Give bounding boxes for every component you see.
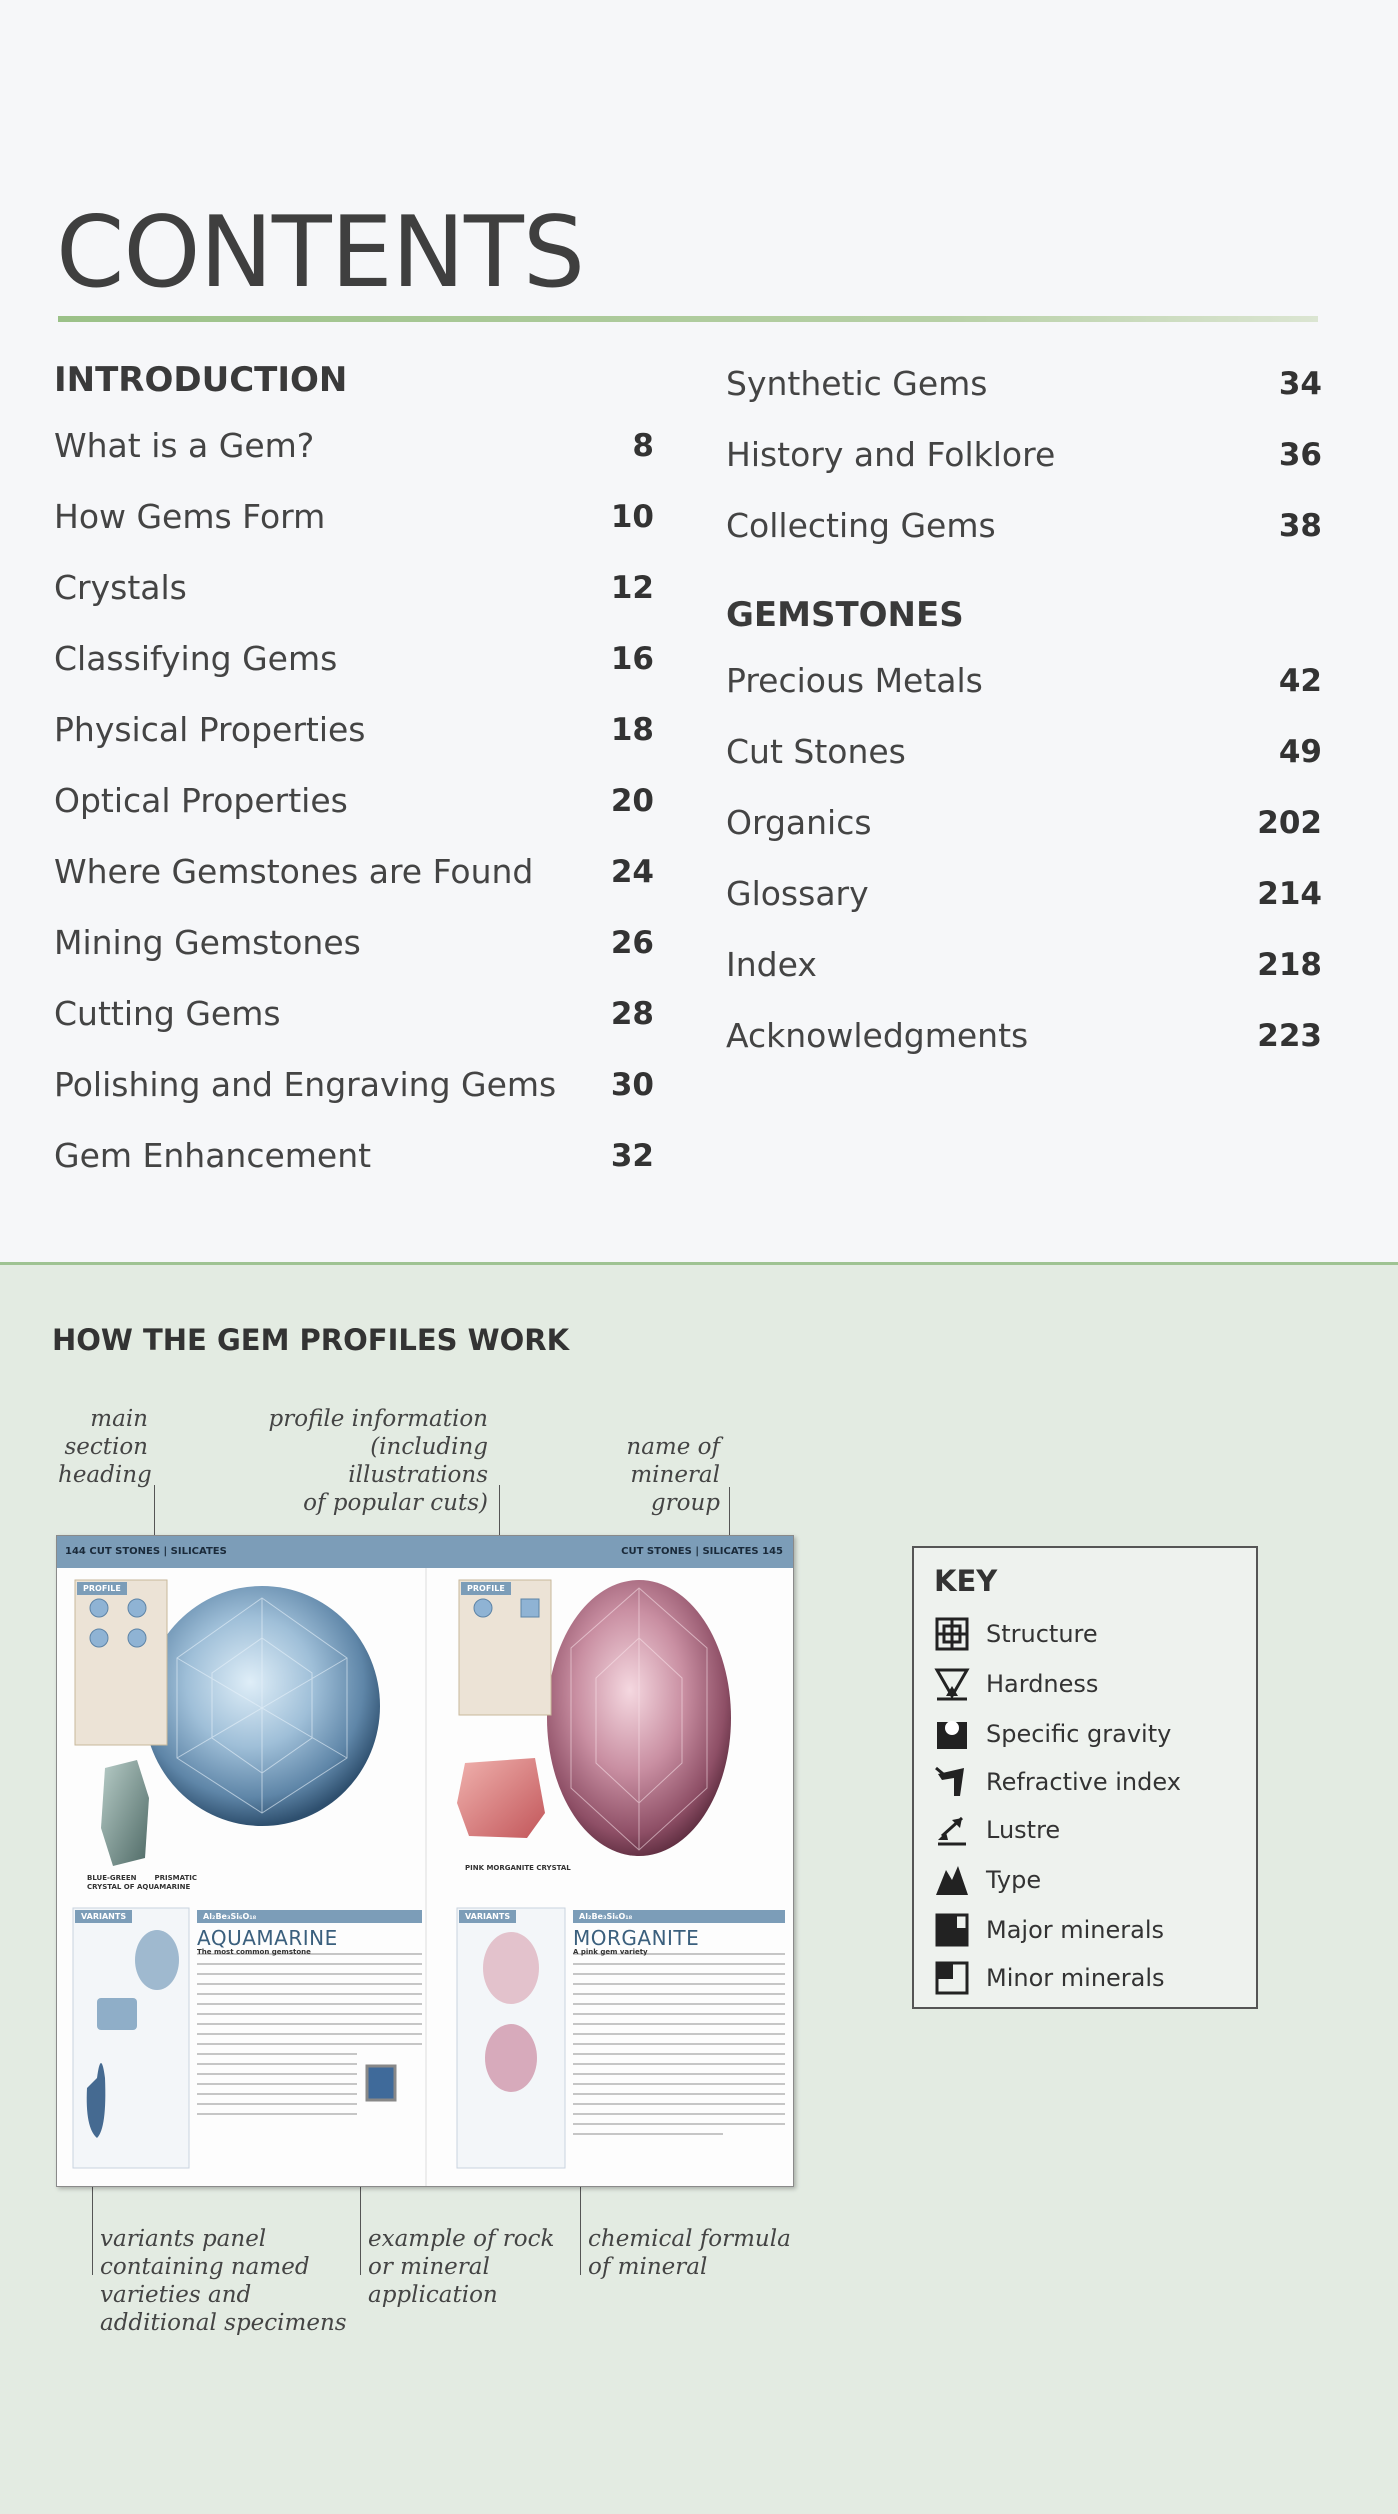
specific-gravity-icon [934, 1716, 970, 1752]
sample-page-spread [56, 1535, 794, 2187]
aquamarine-name: AQUAMARINE [197, 1926, 338, 1950]
introduction-entry [54, 410, 654, 481]
toc-entry-label: Where Gemstones are Found [54, 852, 534, 891]
left-profile-tab: PROFILE [77, 1582, 127, 1595]
left-variants-tab: VARIANTS [75, 1910, 132, 1923]
callout-main-heading: main section heading [58, 1406, 152, 1488]
toc-entry-page: 32 [610, 1137, 654, 1174]
gemstones-entry [726, 929, 1322, 1000]
toc-entry-label: Cutting Gems [54, 994, 281, 1033]
type-icon [934, 1862, 970, 1898]
leader-main-heading [154, 1485, 155, 1537]
contents-left-column [54, 350, 654, 1191]
toc-entry-label: Classifying Gems [54, 639, 338, 678]
introduction-entry [726, 348, 1322, 419]
callout-profile-info: profile information (including illustrations of popular cuts) [268, 1406, 488, 1516]
page-title: CONTENTS [56, 196, 585, 310]
toc-entry-label: History and Folklore [726, 435, 1056, 474]
toc-entry-page: 12 [610, 569, 654, 606]
how-profiles-work-section [0, 1262, 1398, 2514]
toc-entry-label: Index [726, 945, 817, 984]
toc-entry-label: Gem Enhancement [54, 1136, 372, 1175]
right-formula-bar: Al₂Be₃Si₆O₁₈ [573, 1910, 785, 1923]
callout-variants: variants panel containing named varieties and additional specimens [100, 2226, 347, 2336]
key-item-refractive-index: Refractive index [934, 1762, 1181, 1802]
callout-rock-example: example of rock or mineral application [368, 2226, 555, 2308]
introduction-entry [54, 1049, 654, 1120]
hardness-icon [934, 1666, 970, 1702]
toc-entry-label: Synthetic Gems [726, 364, 988, 403]
key-item-hardness: Hardness [934, 1664, 1098, 1704]
key-item-specific-gravity: Specific gravity [934, 1714, 1171, 1754]
toc-entry-page: 28 [610, 995, 654, 1032]
gemstones-entry [726, 1000, 1322, 1071]
gemstones-entry [726, 645, 1322, 716]
key-item-type: Type [934, 1860, 1041, 1900]
introduction-entry [54, 907, 654, 978]
toc-entry-label: Organics [726, 803, 872, 842]
toc-entry-page: 30 [610, 1066, 654, 1103]
toc-entry-page: 36 [1278, 436, 1322, 473]
toc-entry-label: Mining Gemstones [54, 923, 361, 962]
toc-entry-label: Crystals [54, 568, 187, 607]
key-title: KEY [934, 1564, 998, 1598]
introduction-entry [54, 836, 654, 907]
toc-entry-page: 223 [1257, 1017, 1322, 1054]
introduction-entry [54, 694, 654, 765]
introduction-entry [54, 1120, 654, 1191]
introduction-entry [54, 978, 654, 1049]
aquamarine-lead: The most common gemstone [197, 1948, 311, 1956]
key-panel [912, 1546, 1258, 2009]
introduction-entry [726, 419, 1322, 490]
toc-entry-page: 10 [610, 498, 654, 535]
gemstones-entry [726, 858, 1322, 929]
left-formula-bar: Al₂Be₃Si₆O₁₈ [197, 1910, 422, 1923]
gemstones-entry [726, 716, 1322, 787]
introduction-entry [54, 623, 654, 694]
toc-entry-page: 202 [1257, 804, 1322, 841]
key-item-minor-minerals: Minor minerals [934, 1958, 1165, 1998]
introduction-heading: INTRODUCTION [54, 360, 348, 400]
toc-entry-label: Polishing and Engraving Gems [54, 1065, 557, 1104]
contents-right-column [726, 350, 1322, 1071]
introduction-entry [54, 765, 654, 836]
lustre-icon [934, 1812, 970, 1848]
toc-entry-page: 24 [610, 853, 654, 890]
key-item-lustre: Lustre [934, 1810, 1060, 1850]
callout-mineral-group: name of mineral group [626, 1434, 720, 1516]
morganite-name: MORGANITE [573, 1926, 700, 1950]
structure-icon [934, 1616, 970, 1652]
toc-entry-label: Cut Stones [726, 732, 906, 771]
toc-entry-page: 20 [610, 782, 654, 819]
toc-entry-page: 218 [1257, 946, 1322, 983]
aquamarine-crystal-caption: BLUE-GREEN PRISMATIC CRYSTAL OF AQUAMARINE [87, 1874, 197, 1891]
toc-entry-page: 49 [1278, 733, 1322, 770]
spread-header: 144 CUT STONES | SILICATES CUT STONES | SILICATES 145 [57, 1536, 793, 1568]
introduction-entry [54, 552, 654, 623]
toc-entry-page: 42 [1278, 662, 1322, 699]
toc-entry-label: Optical Properties [54, 781, 348, 820]
right-variants-tab: VARIANTS [459, 1910, 516, 1923]
morganite-lead: A pink gem variety [573, 1948, 648, 1956]
major-minerals-icon [934, 1912, 970, 1948]
toc-entry-label: Acknowledgments [726, 1016, 1029, 1055]
toc-entry-page: 214 [1257, 875, 1322, 912]
introduction-continued-list [726, 348, 1322, 561]
toc-entry-label: Glossary [726, 874, 869, 913]
introduction-entry [54, 481, 654, 552]
toc-entry-label: Collecting Gems [726, 506, 996, 545]
introduction-list [54, 410, 654, 1191]
introduction-entry [726, 490, 1322, 561]
gemstones-heading: GEMSTONES [726, 595, 964, 635]
toc-entry-label: Precious Metals [726, 661, 983, 700]
toc-entry-page: 38 [1278, 507, 1322, 544]
toc-entry-label: How Gems Form [54, 497, 326, 536]
title-rule [58, 316, 1318, 322]
toc-entry-label: What is a Gem? [54, 426, 315, 465]
toc-entry-page: 34 [1278, 365, 1322, 402]
toc-entry-label: Physical Properties [54, 710, 366, 749]
morganite-crystal-caption: PINK MORGANITE CRYSTAL [465, 1864, 571, 1872]
right-profile-tab: PROFILE [461, 1582, 511, 1595]
callout-formula: chemical formula of mineral [588, 2226, 791, 2280]
toc-entry-page: 18 [610, 711, 654, 748]
gemstones-list [726, 645, 1322, 1071]
refractive-index-icon [934, 1764, 970, 1800]
gemstones-entry [726, 787, 1322, 858]
toc-entry-page: 16 [610, 640, 654, 677]
key-item-structure: Structure [934, 1614, 1098, 1654]
toc-entry-page: 26 [610, 924, 654, 961]
toc-entry-page: 8 [632, 427, 654, 464]
key-item-major-minerals: Major minerals [934, 1910, 1164, 1950]
howto-heading: HOW THE GEM PROFILES WORK [52, 1323, 570, 1357]
minor-minerals-icon [934, 1960, 970, 1996]
